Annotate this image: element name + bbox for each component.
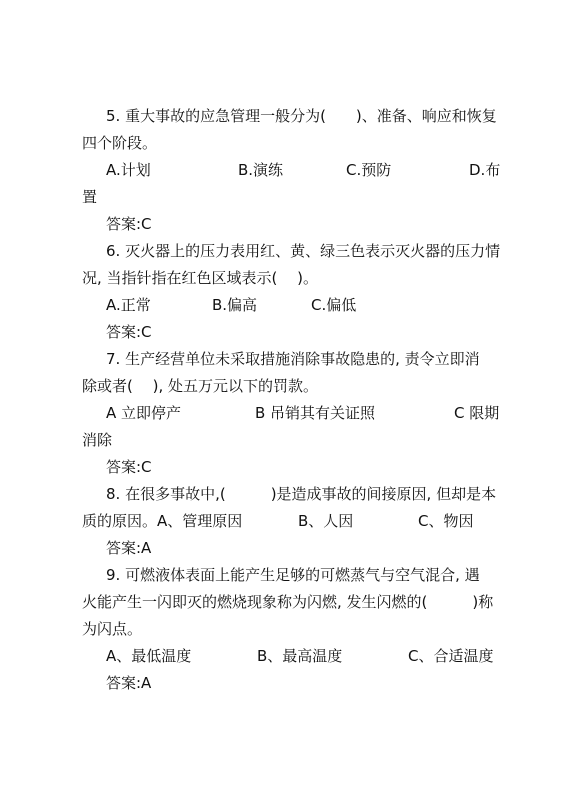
question-8-option-b: B、人因	[298, 512, 354, 530]
question-9-option-c: C、合适温度	[408, 647, 494, 665]
question-5-line-1: 5. 重大事故的应急管理一般分为( )、准备、响应和恢复	[106, 107, 497, 125]
question-6-option-c: C.偏低	[311, 296, 357, 314]
question-5-option-b: B.演练	[238, 161, 284, 179]
question-5-option-c: C.预防	[346, 161, 392, 179]
question-9-option-b: B、最高温度	[257, 647, 343, 665]
question-5-option-a: A.计划	[106, 161, 151, 179]
question-7-option-b: B 吊销其有关证照	[255, 404, 376, 422]
question-5-option-d: D.布	[469, 161, 501, 179]
question-7-line-1: 7. 生产经营单位未采取措施消除事故隐患的, 责令立即消	[106, 350, 480, 368]
question-5-line-2: 四个阶段。	[82, 134, 158, 152]
question-8-line-2: 质的原因。A、管理原因	[82, 512, 243, 530]
question-6-line-2: 况, 当指针指在红色区域表示( )。	[82, 269, 319, 287]
question-6-option-b: B.偏高	[212, 296, 258, 314]
question-7-option-a: A 立即停产	[106, 404, 182, 422]
question-7-answer: 答案:C	[106, 458, 152, 476]
question-9-line-1: 9. 可燃液体表面上能产生足够的可燃蒸气与空气混合, 遇	[106, 566, 480, 584]
question-5-option-wrap: 置	[82, 188, 98, 206]
question-7-option-c: C 限期	[454, 404, 500, 422]
question-8-option-c: C、物因	[418, 512, 474, 530]
question-7-option-wrap: 消除	[82, 431, 113, 449]
question-8-answer: 答案:A	[106, 539, 152, 557]
question-6-option-a: A.正常	[106, 296, 151, 314]
question-9-option-a: A、最低温度	[106, 647, 192, 665]
question-8-line-1: 8. 在很多事故中,( )是造成事故的间接原因, 但却是本	[106, 485, 497, 503]
question-9-line-3: 为闪点。	[82, 620, 143, 638]
question-9-line-2: 火能产生一闪即灭的燃烧现象称为闪燃, 发生闪燃的( )称	[82, 593, 494, 611]
question-7-line-2: 除或者( ), 处五万元以下的罚款。	[82, 377, 319, 395]
question-6-line-1: 6. 灭火器上的压力表用红、黄、绿三色表示灭火器的压力情	[106, 242, 501, 260]
question-6-answer: 答案:C	[106, 323, 152, 341]
question-9-answer: 答案:A	[106, 674, 152, 692]
question-5-answer: 答案:C	[106, 215, 152, 233]
